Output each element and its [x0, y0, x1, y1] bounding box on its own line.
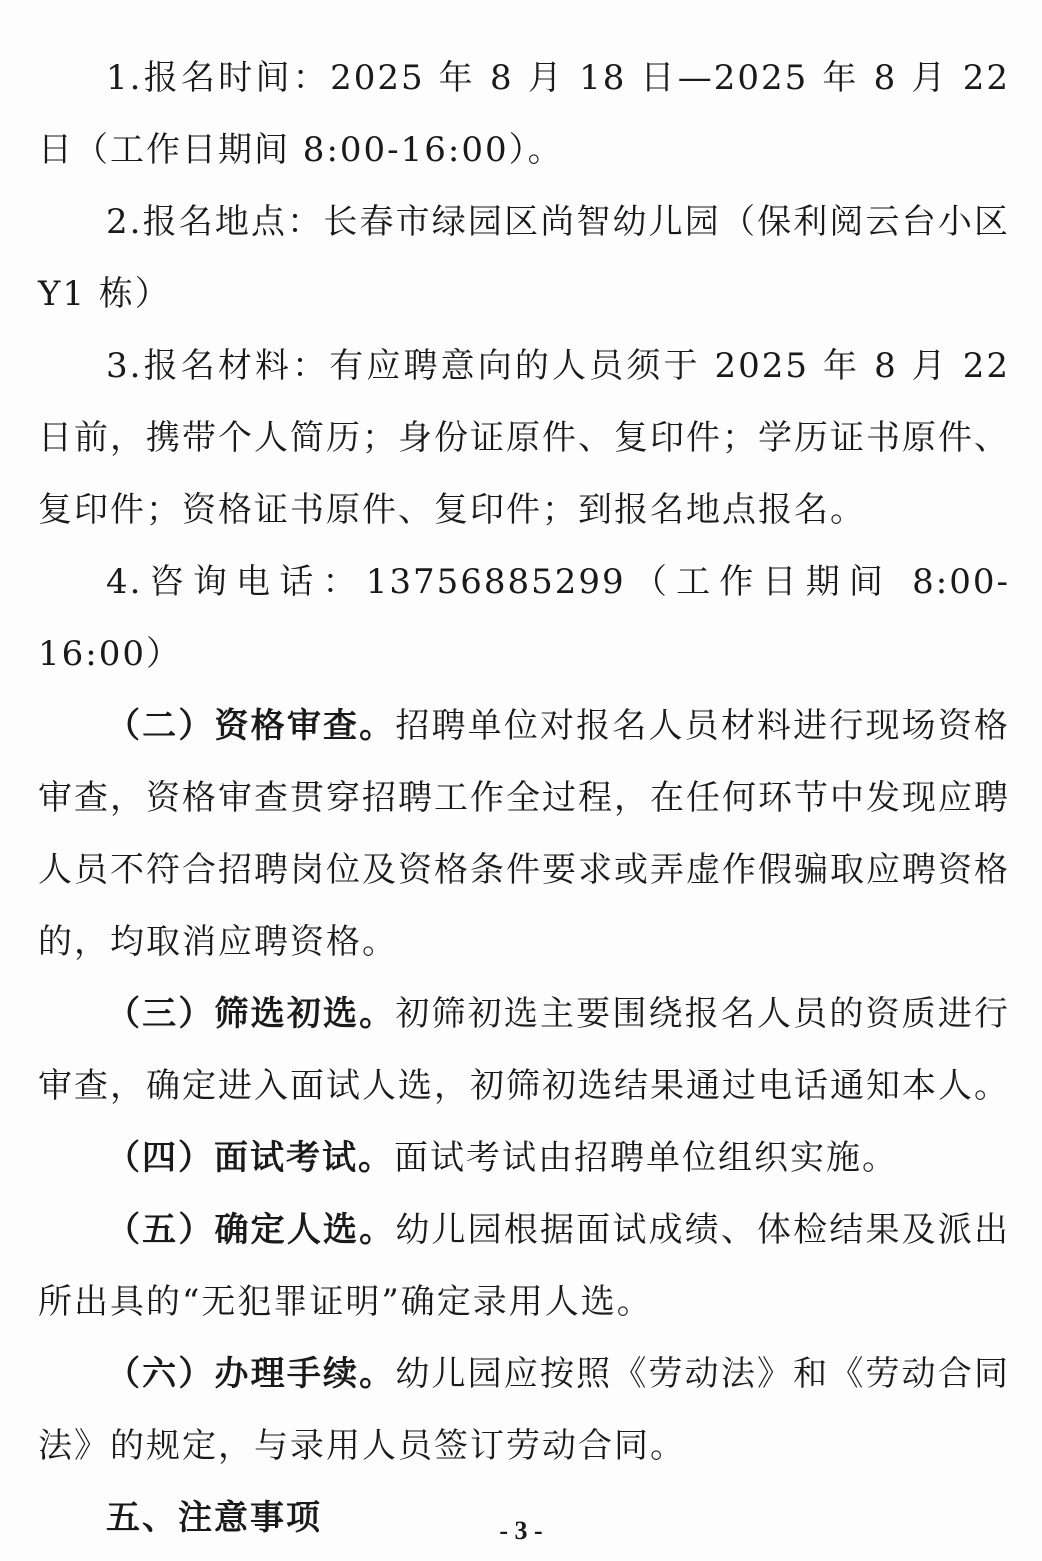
registration-location: 2.报名地点：长春市绿园区尚智幼儿园（保利阅云台小区 Y1 栋）	[38, 202, 1010, 314]
page-number: - 3 -	[499, 1516, 543, 1545]
section-body: 招聘单位对报名人员材料进行现场资格审查，资格审查贯穿招聘工作全过程，在任何环节中发现应聘人员不符合招聘岗位及资格条件要求或弄虚作假骗取应聘资格的，均取消应聘资格。	[38, 706, 1011, 962]
section-title: （二）资格审查。	[106, 706, 396, 746]
document-body	[38, 42, 1010, 1554]
notes-heading: 五、注意事项	[106, 1498, 322, 1538]
section-title: （六）办理手续。	[106, 1354, 396, 1394]
section-procedures	[38, 1338, 1010, 1482]
section-qualification-review	[38, 690, 1010, 978]
section-determine-candidates	[38, 1194, 1010, 1338]
section-body: 面试考试由招聘单位组织实施。	[394, 1138, 898, 1178]
consultation-phone: 4.咨询电话：13756885299（工作日期间 8:00-16:00）	[38, 562, 1010, 674]
section-interview	[38, 1122, 1010, 1194]
section-screening	[38, 978, 1010, 1122]
section-title: （四）面试考试。	[106, 1138, 394, 1178]
registration-time: 1.报名时间：2025 年 8 月 18 日—2025 年 8 月 22 日（工作日期间 8:00-16:00）。	[38, 58, 1010, 170]
section-body: 初筛初选主要围绕报名人员的资质进行审查，确定进入面试人选，初筛初选结果通过电话通知本人。	[38, 994, 1011, 1106]
section-title: （五）确定人选。	[106, 1210, 396, 1250]
section-body: 幼儿园应按照《劳动法》和《劳动合同法》的规定，与录用人员签订劳动合同。	[38, 1354, 1011, 1466]
registration-materials: 3.报名材料：有应聘意向的人员须于 2025 年 8 月 22 日前，携带个人简历；身份证原件、复印件；学历证书原件、复印件；资格证书原件、复印件；到报名地点报名。	[38, 346, 1010, 530]
section-title: （三）筛选初选。	[106, 994, 396, 1034]
section-body: 幼儿园根据面试成绩、体检结果及派出所出具的“无犯罪证明”确定录用人选。	[38, 1210, 1011, 1322]
